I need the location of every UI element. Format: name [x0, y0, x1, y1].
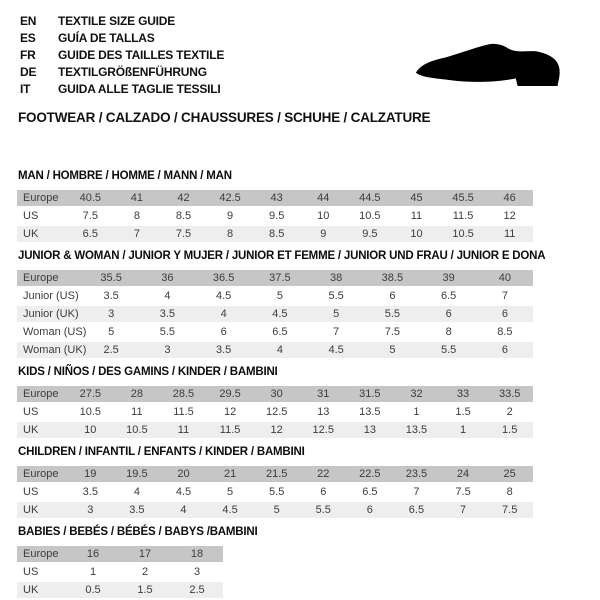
size-cell: 18 [171, 546, 223, 563]
size-cell: 5.5 [300, 501, 347, 519]
size-cell: 5.5 [139, 323, 195, 341]
size-cell: 4 [160, 501, 207, 519]
size-cell: 45.5 [440, 190, 487, 207]
size-cell: 5.5 [421, 341, 477, 359]
section-man [0, 170, 600, 244]
size-cell: 5 [364, 341, 420, 359]
size-cell: 8.5 [160, 207, 207, 225]
language-row-en [20, 13, 224, 30]
size-cell: 45 [393, 190, 440, 207]
size-cell: 3 [83, 305, 139, 323]
size-cell: 25 [486, 466, 533, 483]
size-cell: 7 [393, 483, 440, 501]
size-cell: 3.5 [139, 305, 195, 323]
table-row [17, 287, 533, 305]
section-babies [0, 526, 600, 600]
size-cell: 13.5 [393, 421, 440, 439]
language-code: DE [20, 65, 37, 79]
dress-shoe-icon [396, 22, 586, 110]
size-cell: 7 [114, 225, 161, 243]
size-cell: 11.5 [160, 403, 207, 421]
size-cell: 2.5 [171, 581, 223, 599]
table-row [17, 207, 533, 225]
size-cell: 6 [347, 501, 394, 519]
row-label: Europe [17, 546, 67, 563]
size-cell: 17 [119, 546, 171, 563]
language-row-fr [20, 47, 224, 64]
size-cell: 3.5 [196, 341, 252, 359]
size-cell: 5 [83, 323, 139, 341]
size-cell: 23.5 [393, 466, 440, 483]
size-cell: 9.5 [253, 207, 300, 225]
table-row [17, 501, 533, 519]
size-cell: 12.5 [253, 403, 300, 421]
size-cell: 7 [440, 501, 487, 519]
size-cell: 36 [139, 270, 195, 287]
size-cell: 6.5 [421, 287, 477, 305]
size-cell: 6.5 [67, 225, 114, 243]
size-cell: 3.5 [114, 501, 161, 519]
size-cell: 20 [160, 466, 207, 483]
size-cell: 11.5 [440, 207, 487, 225]
size-cell: 7.5 [67, 207, 114, 225]
size-cell: 30 [253, 386, 300, 403]
table-row [17, 270, 533, 287]
size-cell: 1.5 [486, 421, 533, 439]
size-cell: 4 [114, 483, 161, 501]
size-cell: 6.5 [347, 483, 394, 501]
size-cell: 7 [477, 287, 533, 305]
size-table-junior-woman [17, 270, 533, 360]
size-cell: 38.5 [364, 270, 420, 287]
size-cell: 7.5 [486, 501, 533, 519]
language-label: GUÍA DE TALLAS [58, 31, 155, 45]
size-cell: 40.5 [67, 190, 114, 207]
size-cell: 5.5 [308, 287, 364, 305]
size-cell: 22.5 [347, 466, 394, 483]
language-code: IT [20, 82, 31, 96]
size-cell: 3 [171, 563, 223, 581]
row-label: Europe [17, 386, 67, 403]
size-cell: 5 [308, 305, 364, 323]
size-cell: 44 [300, 190, 347, 207]
size-cell: 4 [196, 305, 252, 323]
size-cell: 6 [421, 305, 477, 323]
size-cell: 5 [252, 287, 308, 305]
size-cell: 41 [114, 190, 161, 207]
size-cell: 9 [300, 225, 347, 243]
language-row-es [20, 30, 224, 47]
size-cell: 9 [207, 207, 254, 225]
language-label: GUIDA ALLE TAGLIE TESSILI [58, 82, 221, 96]
size-cell: 35.5 [83, 270, 139, 287]
size-cell: 6 [477, 305, 533, 323]
size-table-man [17, 190, 533, 244]
size-cell: 12 [207, 403, 254, 421]
size-cell: 1.5 [440, 403, 487, 421]
size-cell: 12 [486, 207, 533, 225]
size-cell: 28 [114, 386, 161, 403]
size-cell: 2 [119, 563, 171, 581]
language-label: GUIDE DES TAILLES TEXTILE [58, 48, 225, 62]
row-label: Europe [17, 466, 67, 483]
size-cell: 40 [477, 270, 533, 287]
size-cell: 8.5 [477, 323, 533, 341]
size-cell: 10 [300, 207, 347, 225]
row-label: UK [17, 581, 67, 599]
size-cell: 4.5 [196, 287, 252, 305]
table-row [17, 305, 533, 323]
size-cell: 12.5 [300, 421, 347, 439]
size-cell: 9.5 [347, 225, 394, 243]
size-table-kids [17, 386, 533, 440]
size-cell: 6.5 [252, 323, 308, 341]
size-cell: 6 [364, 287, 420, 305]
size-cell: 3.5 [83, 287, 139, 305]
category-title: FOOTWEAR / CALZADO / CHAUSSURES / SCHUHE / CALZATURE [18, 110, 431, 125]
table-row [17, 386, 533, 403]
section-junior-woman [0, 250, 600, 360]
language-row-it [20, 81, 224, 98]
row-label: Junior (US) [17, 287, 83, 305]
row-label: Europe [17, 190, 67, 207]
size-cell: 5.5 [253, 483, 300, 501]
size-cell: 29.5 [207, 386, 254, 403]
size-cell: 13.5 [347, 403, 394, 421]
size-cell: 8 [421, 323, 477, 341]
size-cell: 16 [67, 546, 119, 563]
size-cell: 28.5 [160, 386, 207, 403]
size-cell: 5 [253, 501, 300, 519]
language-header [20, 13, 224, 98]
row-label: Woman (US) [17, 323, 83, 341]
size-cell: 21 [207, 466, 254, 483]
size-cell: 10.5 [440, 225, 487, 243]
size-table-babies [17, 546, 223, 600]
size-cell: 10.5 [114, 421, 161, 439]
table-row [17, 323, 533, 341]
section-title: BABIES / BEBÉS / BÉBÉS / BABYS /BAMBINI [18, 526, 258, 538]
table-row [17, 546, 223, 563]
section-title: MAN / HOMBRE / HOMME / MANN / MAN [18, 170, 232, 182]
size-cell: 3.5 [67, 483, 114, 501]
size-table-children [17, 466, 533, 520]
size-cell: 42 [160, 190, 207, 207]
size-cell: 31.5 [347, 386, 394, 403]
size-cell: 11.5 [207, 421, 254, 439]
section-kids [0, 366, 600, 440]
table-row [17, 421, 533, 439]
size-cell: 10 [393, 225, 440, 243]
size-cell: 4.5 [252, 305, 308, 323]
size-cell: 33.5 [486, 386, 533, 403]
size-cell: 10 [67, 421, 114, 439]
size-cell: 11 [114, 403, 161, 421]
size-cell: 13 [300, 403, 347, 421]
table-row [17, 563, 223, 581]
row-label: UK [17, 421, 67, 439]
size-cell: 37.5 [252, 270, 308, 287]
size-cell: 44.5 [347, 190, 394, 207]
language-label: TEXTILGRÖßENFÜHRUNG [58, 65, 207, 79]
language-label: TEXTILE SIZE GUIDE [58, 14, 176, 28]
size-cell: 21.5 [253, 466, 300, 483]
size-cell: 6 [477, 341, 533, 359]
size-cell: 38 [308, 270, 364, 287]
size-cell: 4.5 [308, 341, 364, 359]
size-cell: 1 [393, 403, 440, 421]
table-row [17, 403, 533, 421]
size-cell: 8 [114, 207, 161, 225]
size-cell: 36.5 [196, 270, 252, 287]
size-cell: 10.5 [67, 403, 114, 421]
row-label: Junior (UK) [17, 305, 83, 323]
row-label: US [17, 403, 67, 421]
section-title: JUNIOR & WOMAN / JUNIOR Y MUJER / JUNIOR ET FEMME / JUNIOR UND FRAU / JUNIOR E DONA [18, 250, 546, 262]
size-cell: 1 [67, 563, 119, 581]
size-cell: 2 [486, 403, 533, 421]
size-cell: 24 [440, 466, 487, 483]
size-cell: 39 [421, 270, 477, 287]
size-cell: 7.5 [440, 483, 487, 501]
size-cell: 6.5 [393, 501, 440, 519]
size-cell: 11 [393, 207, 440, 225]
table-row [17, 341, 533, 359]
size-cell: 8 [207, 225, 254, 243]
language-code: FR [20, 48, 36, 62]
size-cell: 4.5 [207, 501, 254, 519]
language-row-de [20, 64, 224, 81]
section-title: KIDS / NIÑOS / DES GAMINS / KINDER / BAMBINI [18, 366, 278, 378]
size-cell: 13 [347, 421, 394, 439]
row-label: UK [17, 225, 67, 243]
row-label: Europe [17, 270, 83, 287]
size-cell: 22 [300, 466, 347, 483]
table-row [17, 466, 533, 483]
size-tables [0, 170, 600, 600]
size-cell: 7.5 [364, 323, 420, 341]
size-cell: 1 [440, 421, 487, 439]
size-cell: 4.5 [160, 483, 207, 501]
table-row [17, 225, 533, 243]
size-cell: 5 [207, 483, 254, 501]
size-cell: 1.5 [119, 581, 171, 599]
row-label: UK [17, 501, 67, 519]
size-cell: 10.5 [347, 207, 394, 225]
size-cell: 42.5 [207, 190, 254, 207]
row-label: Woman (UK) [17, 341, 83, 359]
table-row [17, 581, 223, 599]
language-code: EN [20, 14, 37, 28]
language-code: ES [20, 31, 36, 45]
size-cell: 3 [139, 341, 195, 359]
size-cell: 31 [300, 386, 347, 403]
size-cell: 5.5 [364, 305, 420, 323]
size-cell: 2.5 [83, 341, 139, 359]
size-cell: 19.5 [114, 466, 161, 483]
size-cell: 8.5 [253, 225, 300, 243]
row-label: US [17, 563, 67, 581]
section-title: CHILDREN / INFANTIL / ENFANTS / KINDER / BAMBINI [18, 446, 305, 458]
size-cell: 4 [252, 341, 308, 359]
size-cell: 19 [67, 466, 114, 483]
size-cell: 0.5 [67, 581, 119, 599]
size-cell: 27.5 [67, 386, 114, 403]
size-cell: 12 [253, 421, 300, 439]
size-cell: 4 [139, 287, 195, 305]
table-row [17, 483, 533, 501]
size-cell: 46 [486, 190, 533, 207]
size-cell: 6 [300, 483, 347, 501]
row-label: US [17, 207, 67, 225]
row-label: US [17, 483, 67, 501]
size-cell: 3 [67, 501, 114, 519]
size-cell: 33 [440, 386, 487, 403]
size-cell: 11 [160, 421, 207, 439]
size-cell: 6 [196, 323, 252, 341]
size-cell: 7 [308, 323, 364, 341]
size-cell: 32 [393, 386, 440, 403]
size-cell: 43 [253, 190, 300, 207]
size-cell: 8 [486, 483, 533, 501]
section-children [0, 446, 600, 520]
table-row [17, 190, 533, 207]
size-cell: 7.5 [160, 225, 207, 243]
size-cell: 11 [486, 225, 533, 243]
